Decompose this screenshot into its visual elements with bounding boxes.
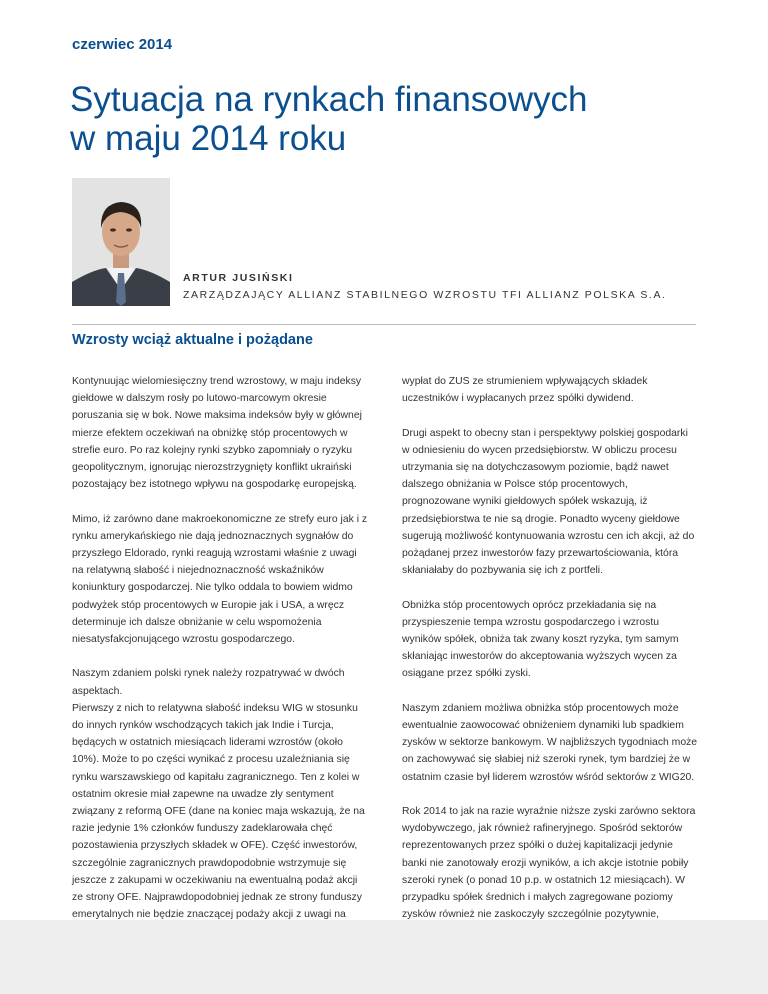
author-photo: [72, 178, 170, 306]
section-heading: Wzrosty wciąż aktualne i pożądane: [72, 332, 313, 348]
paragraph: Obniżka stóp procentowych oprócz przekładania się na przyspieszenie tempa wzrostu gospodarczego i wzrostu wyników spółek, obniża tak zwany koszt ryzyka, tym samym skłaniając inwestorów do akceptowania wyższych wycen za osiągane przez spółki zyski.: [402, 599, 679, 680]
author-name: ARTUR JUSIŃSKI: [183, 272, 294, 284]
paragraph: Mimo, iż zarówno dane makroekonomiczne ze strefy euro jak i z rynku amerykańskiego nie dają jednoznacznych sygnałów do przyszłego Eldorado, rynki reagują wzrostami właśnie z uwagi na relatywną słabość i niejednoznaczność wskaźników koniunktury gospodarczej. Nie tylko oddala to bowiem widmo podwyżek stóp procentowych w Europie jak i USA, a wręcz determinuje ich dalsze obniżanie w celu wspomożenia niesatysfakcjonującego wzrostu gospodarczego.: [72, 513, 368, 646]
paragraph: Kontynuując wielomiesięczny trend wzrostowy, w maju indeksy giełdowe w dalszym rosły po lutowo-marcowym okresie poruszania się w bok. Nowe maksima indeksów były w głównej mierze efektem oczekiwań na obniżkę stóp procentowych w strefie euro. Po raz kolejny rynki szybko zapomniały o ryzyku geopolitycznym, ignorując nierozstrzygnięty konflikt ukraiński pozostający bez istotnego wpływu na gospodarkę europejską.: [72, 376, 362, 491]
issue-date: czerwiec 2014: [72, 36, 173, 53]
paragraph: Drugi aspekt to obecny stan i perspektywy polskiej gospodarki w odniesieniu do wycen przedsiębiorstw. W obliczu procesu utrzymania się na dotychczasowym poziomie, bądź nawet dalszego obniżania w Polsce stóp procentowych, prognozowane wyniki giełdowych spółek wskazują, iż przedsiębiorstwa te nie są drogie. Ponadto wyceny giełdowe sugerują możliwość kontynuowania wzrostu cen ich akcji, aż do pożądanej przez inwestorów fazy przewartościowania, która skłaniałaby do pozbywania się ich z portfeli.: [402, 427, 695, 577]
paragraph: Naszym zdaniem polski rynek należy rozpatrywać w dwóch aspektach.: [72, 668, 345, 697]
paragraph: wypłat do ZUS ze strumieniem wpływających składek uczestników i wypłacanych przez spółki dywidend.: [402, 376, 648, 405]
footer-band: [0, 920, 768, 994]
paragraph: Naszym zdaniem możliwa obniżka stóp procentowych może ewentualnie zaowocować obniżeniem dynamiki lub spadkiem zysków w sektorze bankowym. W najbliższych tygodniach może on zachowywać się słabiej niż szeroki rynek, tym bardziej że w ostatnim czasie był liderem wzrostów wśród sektorów z WIG20.: [402, 702, 698, 783]
left-column: [72, 373, 368, 958]
right-column: [402, 373, 698, 958]
title-line-2: w maju 2014 roku: [70, 119, 347, 158]
author-role: ZARZĄDZAJĄCY ALLIANZ STABILNEGO WZROSTU TFI ALLIANZ POLSKA S.A.: [183, 289, 667, 301]
author-portrait-icon: [72, 178, 170, 306]
title-line-1: Sytuacja na rynkach finansowych: [70, 80, 588, 119]
page-title: [70, 80, 710, 158]
paragraph: Pierwszy z nich to relatywna słabość indeksu WIG w stosunku do innych rynków wschodzących takich jak Indie i Turcja, będących w ostatnich miesiącach liderami wzrostów (około 10%). Może to po części wynikać z procesu uzależniania się rynku warszawskiego od kapitału zagranicznego. Ten z kolei w ostatnim okresie miał zapewne na uwadze zły sentyment związany z reformą OFE (dane na koniec maja wskazują, że na razie jedynie 1% członków funduszy zadeklarowała chęć pozostawienia przyszłych składek w OFE). Część inwestorów, szczególnie zagranicznych prawdopodobnie wstrzymuje się jeszcze z zakupami w oczekiwaniu na ewentualną podaż akcji ze strony OFE. Najprawdopodobniej jednak ze strony funduszy emerytalnych nie będzie znaczącej podaży akcji z uwagi na: [72, 702, 365, 921]
section-divider: [72, 324, 696, 325]
paragraph: Rok 2014 to jak na razie wyraźnie niższe zyski zarówno sektora wydobywczego, jak również rafineryjnego. Spośród sektorów reprezentowanych przez spółki o dużej kapitalizacji jedynie banki nie zanotowały erozji wyników, a ich akcje istotnie pobiły szeroki rynek (o ponad 10 p.p. w ostatnich 12 miesiącach). W przypadku spółek średnich i małych zagregowane poziomy zysków również nie zaskoczyły szczególnie pozytywnie,: [402, 806, 696, 921]
